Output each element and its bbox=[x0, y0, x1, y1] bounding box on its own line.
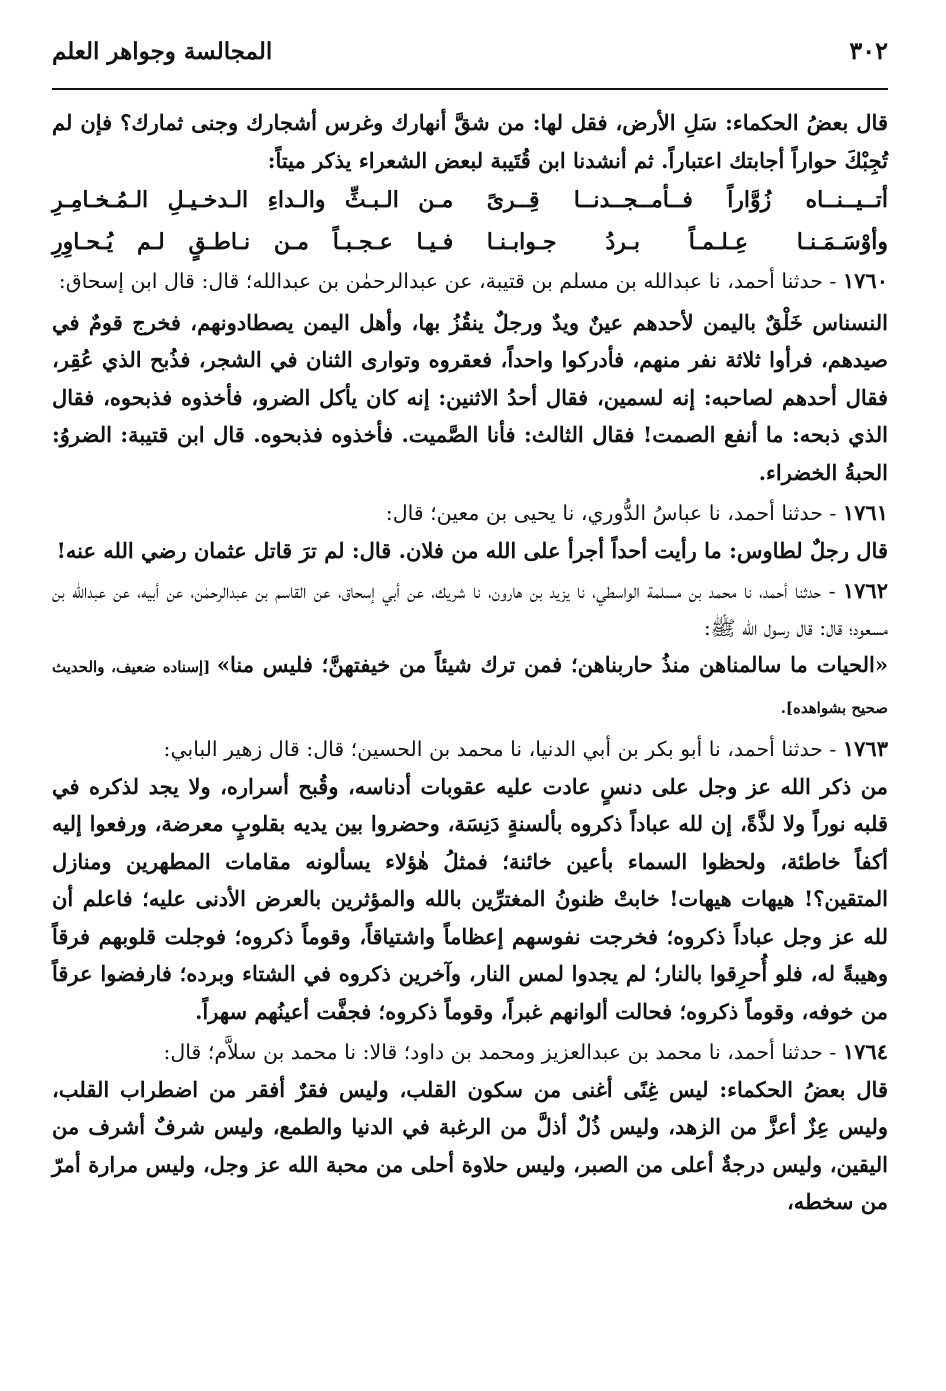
isnad-text: - حدثنا أحمد، نا عباسُ الدُّوري، نا يحيى بن معين؛ قال: bbox=[385, 501, 843, 525]
verse-1-second-hemistich: مـن الـبـثِّ والـداءِ الـدخـيـلِ الـمُـخـامِـرِ bbox=[52, 187, 454, 213]
isnad-text: - حدثنا أحمد، نا محمد بن عبدالعزيز ومحمد بن داود؛ قالا: نا محمد بن سلاَّم؛ قال: bbox=[163, 1040, 843, 1064]
hadith-1761-isnad bbox=[52, 495, 888, 532]
hadith-1760-text: النسناس خَلْقٌ باليمن لأحدهم عينٌ ويدٌ ورجلٌ ينقُزُ بها، وأهل اليمن يصطادونهم، فخرج قومٌ في صيدهم، فرأوا ثلاثة نفر منهم، فأدركوا واحداً، فعقروه وتوارى الثنان في الشجر، فذُبح الذي عُقِر، فقال أحدهم لصاحبه: إنه لسمين، فقال أحدُ الاثنين: إنه كان يأكل الضرو، فأخذوه فذبحوه، فقال الذي ذبحه: ما أنفع الصمت! فقال الثالث: فأنا الصَّميت. فأخذوه فذبحوه. قال ابن قتيبة: الضروُ: الحبةُ الخضراء. bbox=[52, 309, 888, 485]
poem-verse-2 bbox=[52, 221, 888, 263]
isnad-text: - حدثنا أحمد، نا محمد بن مسلمة الواسطي، نا يزيد بن هارون، نا شريك، عن أبي إسحاق، عن القاسم بن عبدالرحمٰن، عن أبيه، عن عبدالله بن مسعود؛ قال: قال رسول الله ﷺ: bbox=[52, 579, 888, 640]
hadith-1760-isnad bbox=[52, 263, 888, 300]
hadith-1764-text: قال بعضُ الحكماء: ليس غِنًى أغنى من سكون القلب، وليس فقرٌ أفقر من اضطراب القلب، وليس عِزٌ أعزَّ من الزهد، وليس ذُلٌ أذلَّ من الرغبة في الدنيا والطمع، وليس شرفٌ أشرف من اليقين، وليس درجةٌ أعلى من الصبر، وليس حلاوة أحلى من محبة الله عز وجل، وليس مرارة أمرّ من سخطه، bbox=[52, 1076, 888, 1214]
hadith-1763-isnad bbox=[52, 731, 888, 768]
hadith-1763-text: من ذكر الله عز وجل على دنسٍ عادت عليه عقوبات أدناسه، وقُبح أسراره، ولا يجد لذكره في قلبه نوراً ولا لذَّةً، إن لله عباداً ذكروه بألسنةٍ دَنِسَة، وحضروا بين يديه بقلوبٍ معرضة، ورفعوا إليه أكفاً خاطئة، ولحظوا السماء بأعين خائنة؛ فمثلُ هٰؤلاء يسألونه مقامات المطهرين ومنازل المتقين؟! هيهات هيهات! خابتْ ظنونُ المغترِّين بالله والمؤثرين بالعرض الأدنى عليه؛ فاعلم أن لله عز وجل عباداً ذكروه؛ فخرجت نفوسهم إعظاماً واشتياقاً، وقوماً ذكروه؛ فوجلت قلوبهم فرقاً وهيبةً له، فلو أُحرِقوا بالنار؛ لم يجدوا لمس النار، وآخرين ذكروه في الشتاء وبرده؛ فارفضوا عرقاً من خوفه، وقوماً ذكروه؛ فحالت ألوانهم غبراً، وقوماً ذكروه؛ فجفَّت أعينُهم سهراً. bbox=[52, 773, 888, 1024]
paragraph-wisdom-earth: قال بعضُ الحكماء: سَلِ الأرض، فقل لها: من شقَّ أنهارك وغرس أشجارك وجنى ثمارك؟ فإن لم تُجِبْكَ حواراً أجابتك اعتباراً. ثم أنشدنا ابن قُتَيبة لبعض الشعراء يذكر ميتاً: bbox=[52, 110, 888, 173]
poem-verse-1 bbox=[52, 179, 888, 221]
page-number: ٣٠٢ bbox=[849, 36, 888, 65]
hadith-number: ١٧٦٤ bbox=[842, 1039, 888, 1064]
hadith-1762-text bbox=[52, 646, 888, 727]
grading-note: [إسناده ضعيف، والحديث صحيح بشواهده]. bbox=[52, 658, 888, 717]
hadith-1762-isnad bbox=[52, 573, 888, 646]
page-header bbox=[52, 36, 888, 90]
hadith-1764-isnad bbox=[52, 1034, 888, 1071]
hadith-number: ١٧٦٠ bbox=[842, 268, 888, 293]
hadith-1761-text: قال رجلٌ لطاوس: ما رأيت أحداً أجرأ على الله من فلان. قال: لم ترَ قاتل عثمان رضي الله عنه! bbox=[56, 537, 888, 563]
hadith-number: ١٧٦٣ bbox=[842, 736, 888, 761]
hadith-quote: «الحيات ما سالمناهن منذُ حاربناهن؛ فمن ترك شيئاً من خيفتهنَّ؛ فليس منا» bbox=[216, 652, 888, 677]
hadith-number: ١٧٦١ bbox=[842, 500, 888, 525]
hadith-number: ١٧٦٢ bbox=[842, 578, 888, 603]
verse-1-first-hemistich: أتــيــنــاه زُوَّاراً فــأمــجــدنــا قِــرىً bbox=[486, 187, 888, 213]
verse-2-second-hemistich: فـيـا عـجـبـاً مـن نـاطـقٍ لـم يُـحـاوِرِ bbox=[52, 229, 454, 255]
isnad-text: - حدثنا أحمد، نا أبو بكر بن أبي الدنيا، نا محمد بن الحسين؛ قال: قال زهير البابي: bbox=[163, 737, 843, 761]
isnad-text: - حدثنا أحمد، نا عبدالله بن مسلم بن قتيبة، عن عبدالرحمٰن بن عبدالله؛ قال: قال ابن إسحاق: bbox=[58, 269, 843, 293]
verse-2-first-hemistich: وأوْسَـمَـنـا عِـلـمـاً بـردُ جـوابـنـا bbox=[486, 229, 888, 255]
book-title: المجالسة وجواهر العلم bbox=[52, 38, 273, 65]
